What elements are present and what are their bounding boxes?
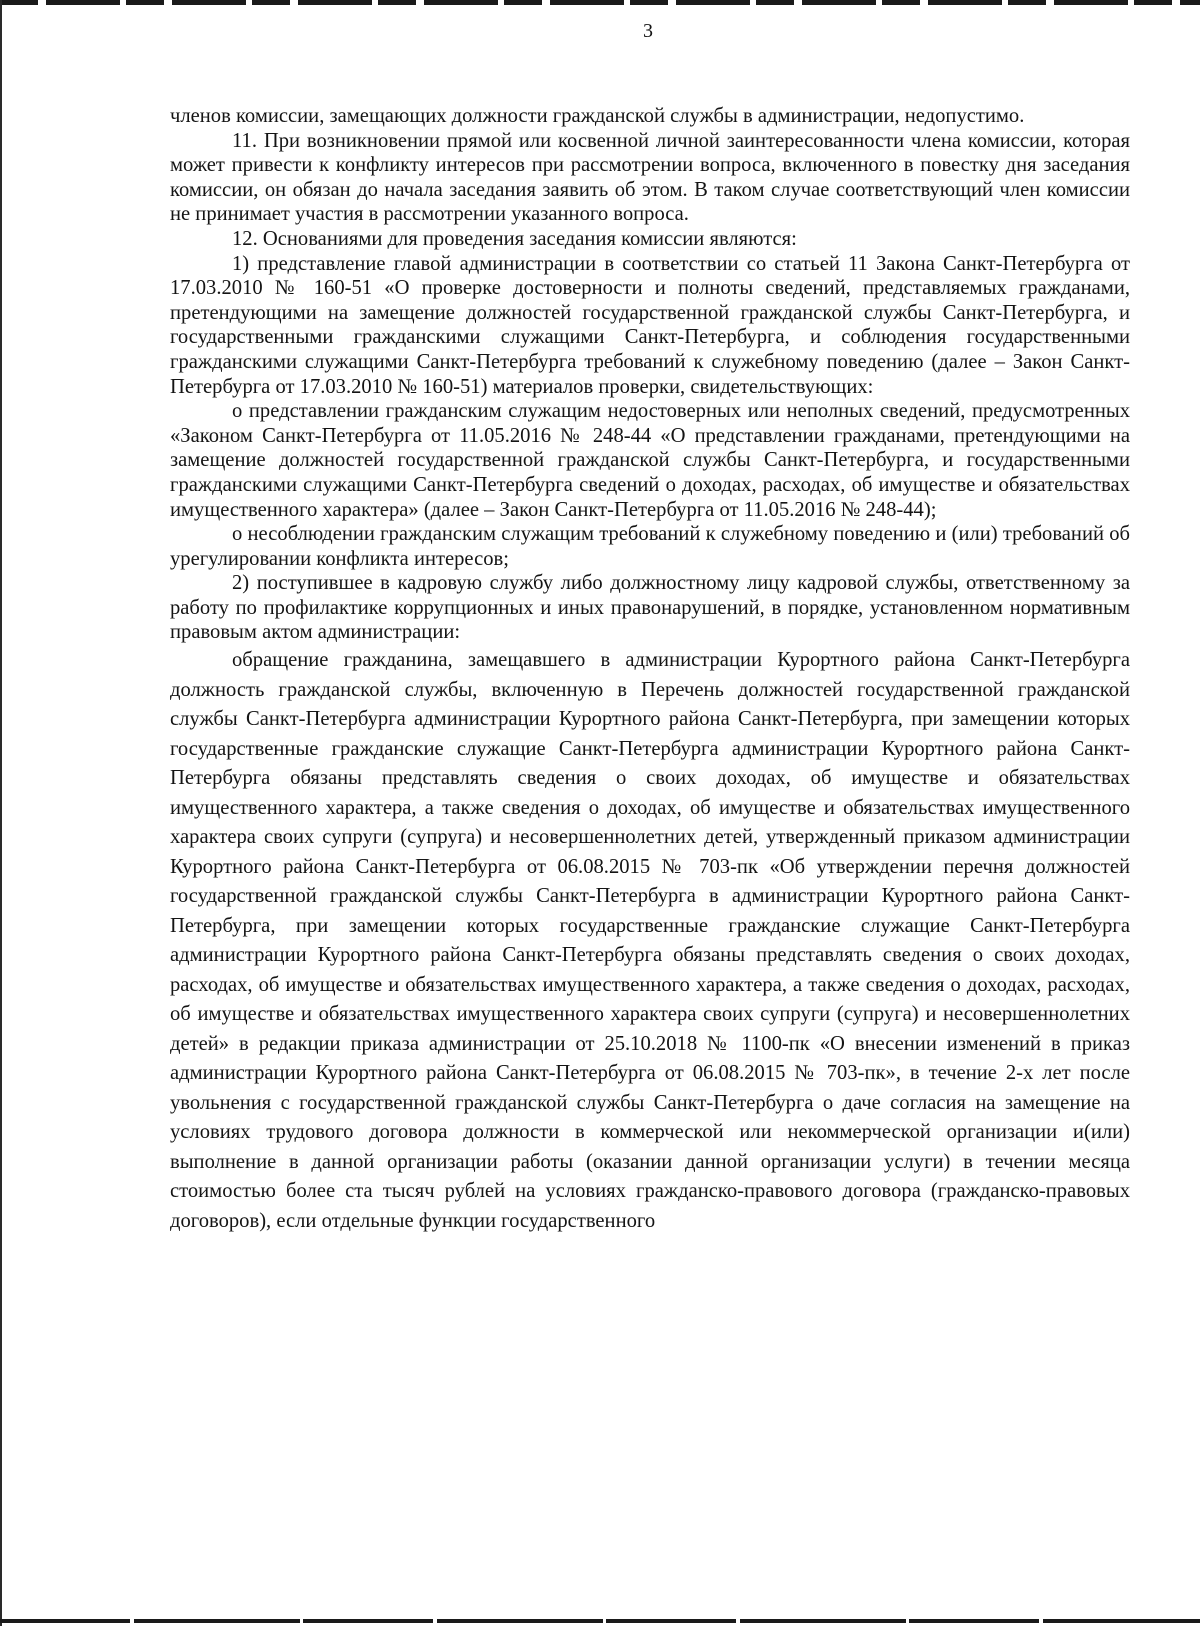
paragraph-commission-members: членов комиссии, замещающих должности гражданской службы в администрации, недопустимо. (170, 105, 1025, 127)
paragraph-subitem-1: 1) представление главой администрации в соответствии со статьей 11 Закона Санкт-Петербурга от 17.03.2010 № 160-51 «О проверке достоверности и полноты сведений, представляемых гражданами, претендующими на замещение должностей государственной гражданской службы Санкт-Петербурга, и государственными гражданскими служащими Санкт-Петербурга, и соблюдения государственными гражданскими служащими Санкт-Петербурга требований к служебному поведению (далее – Закон Санкт-Петербурга от 17.03.2010 № 160-51) материалов проверки, свидетельствующих: (170, 252, 1130, 398)
scan-border-top (0, 0, 1200, 5)
scan-border-left (0, 0, 2, 1626)
page-number: 3 (643, 20, 653, 42)
paragraph-inaccurate-info: о представлении гражданским служащим недостоверных или неполных сведений, предусмотренных «Законом Санкт-Петербурга от 11.05.2016 № 248-44 «О представлении гражданами, претендующими на замещение должностей государственной гражданской службы Санкт-Петербурга, и государственными гражданскими служащими Санкт-Петербурга сведений о доходах, расходах, об имуществе и обязательствах имущественного характера» (далее – Закон Санкт-Петербурга от 11.05.2016 № 248-44); (170, 400, 1130, 521)
paragraph-citizen-appeal: обращение гражданина, замещавшего в администрации Курортного района Санкт-Петербурга должность гражданской службы, включенную в Перечень должностей государственной гражданской службы Санкт-Петербурга администрации Курортного района Санкт-Петербурга, при замещении которых государственные гражданские служащие Санкт-Петербурга администрации Курортного района Санкт-Петербурга обязаны представлять сведения о своих доходах, об имуществе и обязательствах имущественного характера, а также сведения о доходах, об имуществе и обязательствах имущественного характера своих супруги (супруга) и несовершеннолетних детей, утвержденный приказом администрации Курортного района Санкт-Петербурга от 06.08.2015 № 703-пк «Об утверждении перечня должностей государственной гражданской службы Санкт-Петербурга в администрации Курортного района Санкт-Петербурга, при замещении которых государственные гражданские служащие Санкт-Петербурга администрации Курортного района Санкт-Петербурга обязаны представлять сведения о своих доходах, расходах, об имуществе и обязательствах имущественного характера, а также сведения о доходах, расходах, об имуществе и обязательствах имущественного характера своих супруги (супруга) и несовершеннолетних детей» в редакции приказа администрации от 25.10.2018 № 1100-пк «О внесении изменений в приказ администрации Курортного района Санкт-Петербурга от 06.08.2015 № 703-пк», в течение 2-х лет после увольнения с государственной гражданской службы Санкт-Петербурга о даче согласия на замещение на условиях трудового договора должности в коммерческой или некоммерческой организации и(или) выполнение в данной организации работы (оказании данной организации услуги) в течении месяца стоимостью более ста тысяч рублей на условиях гражданско-правового договора (гражданско-правовых договоров), если отдельные функции государственного (170, 649, 1130, 1232)
paragraph-non-compliance: о несоблюдении гражданским служащим требований к служебному поведению и (или) требований об урегулировании конфликта интересов; (170, 523, 1130, 570)
paragraph-item-12: 12. Основаниями для проведения заседания комиссии являются: (232, 227, 797, 250)
document-section-upper (170, 104, 1130, 645)
document-body (170, 104, 1130, 1236)
document-section-lower (170, 646, 1130, 1236)
paragraph-item-11: 11. При возникновении прямой или косвенной личной заинтересованности члена комиссии, которая может привести к конфликту интересов при рассмотрении вопроса, включенного в повестку дня заседания комиссии, он обязан до начала заседания заявить об этом. В таком случае соответствующий член комиссии не принимает участия в рассмотрении указанного вопроса. (170, 129, 1130, 226)
paragraph-subitem-2: 2) поступившее в кадровую службу либо должностному лицу кадровой службы, ответственному за работу по профилактике коррупционных и иных правонарушений, в порядке, установленном нормативным правовым актом администрации: (170, 572, 1130, 644)
scan-border-bottom (0, 1619, 1200, 1623)
